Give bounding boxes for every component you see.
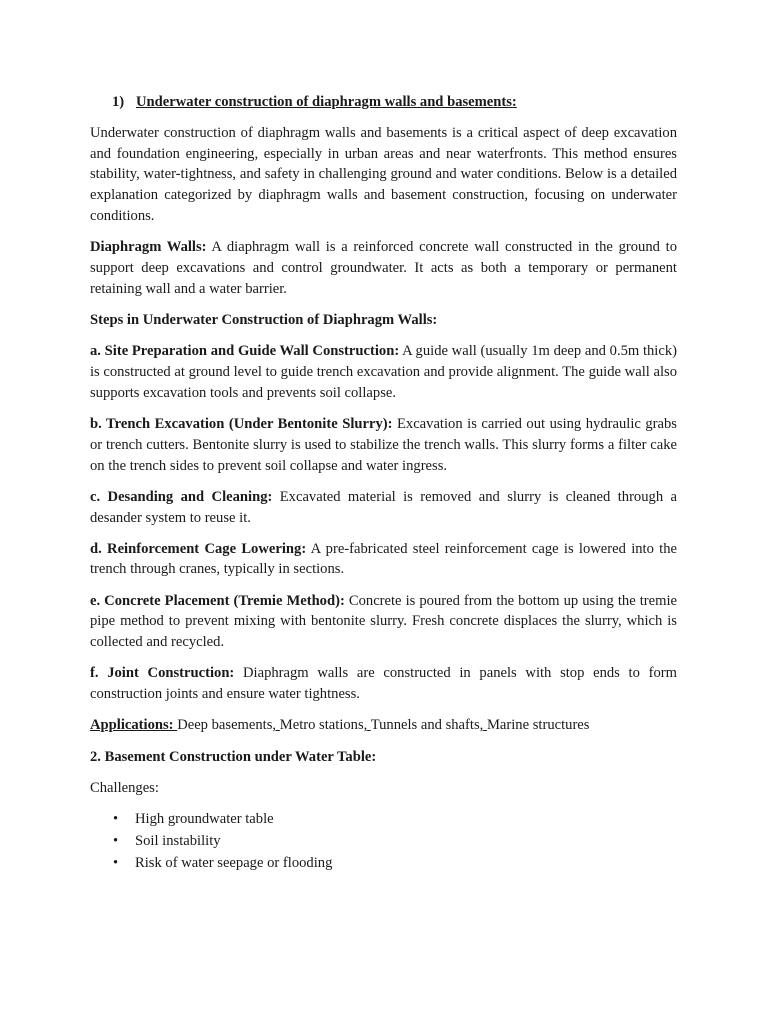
- step-text: Diaphragm walls are constructed in panels with stop ends to form construction joints and ensure water tightness.: [90, 665, 677, 703]
- step-label: f. Joint Construction:: [90, 665, 235, 682]
- list-item: • Soil instability: [90, 831, 677, 853]
- diaphragm-text: A diaphragm wall is a reinforced concrete wall constructed in the ground to support deep excavations and control groundwater. It acts as both a temporary or permanent retaining wall and a water barrier.: [90, 239, 677, 297]
- step-text: Excavated material is removed and slurry is cleaned through a desander system to reuse it.: [90, 488, 677, 526]
- applications-label: Applications:: [90, 717, 174, 734]
- diaphragm-label: Diaphragm Walls:: [90, 239, 207, 256]
- list-item: • Risk of water seepage or flooding: [90, 853, 677, 875]
- step-text: Concrete is poured from the bottom up using the tremie pipe method to prevent mixing with bentonite slurry. Fresh concrete displaces the slurry, which is collected and recycled.: [90, 592, 678, 651]
- intro-paragraph: Underwater construction of diaphragm walls and basements is a critical aspect of deep excavation and foundation engineering, especially in urban areas and near waterfronts. This method ensures stability, water-tightness, and safety in challenging ground and water conditions. Below is a detailed explanation categorized by diaphragm walls and basement construction, focusing on underwater conditions.: [90, 124, 677, 224]
- section-title: Underwater construction of diaphragm walls and basements:: [136, 94, 517, 110]
- diaphragm-paragraph: [90, 237, 677, 299]
- section-1-heading: [90, 92, 677, 113]
- application-item: Marine structures: [486, 717, 590, 734]
- step-e: [90, 591, 677, 653]
- application-item: Tunnels and shafts: [370, 717, 480, 734]
- step-text: A pre-fabricated steel reinforcement cage is lowered into the trench through cranes, typically in sections.: [90, 540, 678, 578]
- application-item: Deep basements: [177, 717, 273, 734]
- document-page: [90, 92, 677, 874]
- applications-line: Applications: Deep basements, Metro stations, Tunnels and shafts, Marine structures: [90, 717, 590, 734]
- step-text: A guide wall (usually 1m deep and 0.5m thick) is constructed at ground level to guide trench excavation and provide alignment. The guide wall also supports excavation tools and prevents soil collapse.: [90, 343, 677, 401]
- step-label: a. Site Preparation and Guide Wall Construction:: [90, 343, 400, 360]
- bullet-icon: •: [113, 811, 119, 827]
- step-c: [90, 487, 677, 529]
- step-f: [90, 663, 677, 705]
- step-label: c. Desanding and Cleaning:: [90, 488, 273, 505]
- section-number: 1): [112, 94, 125, 110]
- step-a: [90, 341, 677, 403]
- step-d: [90, 539, 677, 581]
- challenges-list: [90, 809, 677, 874]
- section-2-heading: 2. Basement Construction under Water Table:: [90, 748, 377, 765]
- application-item: Metro stations: [279, 717, 364, 734]
- step-label: e. Concrete Placement (Tremie Method):: [90, 592, 345, 609]
- challenges-label: Challenges:: [90, 779, 159, 796]
- bullet-icon: •: [113, 832, 119, 849]
- step-label: b. Trench Excavation (Under Bentonite Slurry):: [90, 415, 393, 432]
- step-text: Excavation is carried out using hydraulic grabs or trench cutters. Bentonite slurry is used to stabilize the trench walls. This slurry forms a filter cake on the trench sides to prevent soil collapse and water ingress.: [90, 415, 677, 474]
- list-item: • High groundwater table: [90, 809, 677, 831]
- step-b: [90, 414, 677, 476]
- bullet-icon: •: [113, 854, 119, 871]
- steps-heading: Steps in Underwater Construction of Diaphragm Walls:: [90, 311, 438, 328]
- step-label: d. Reinforcement Cage Lowering:: [90, 540, 307, 557]
